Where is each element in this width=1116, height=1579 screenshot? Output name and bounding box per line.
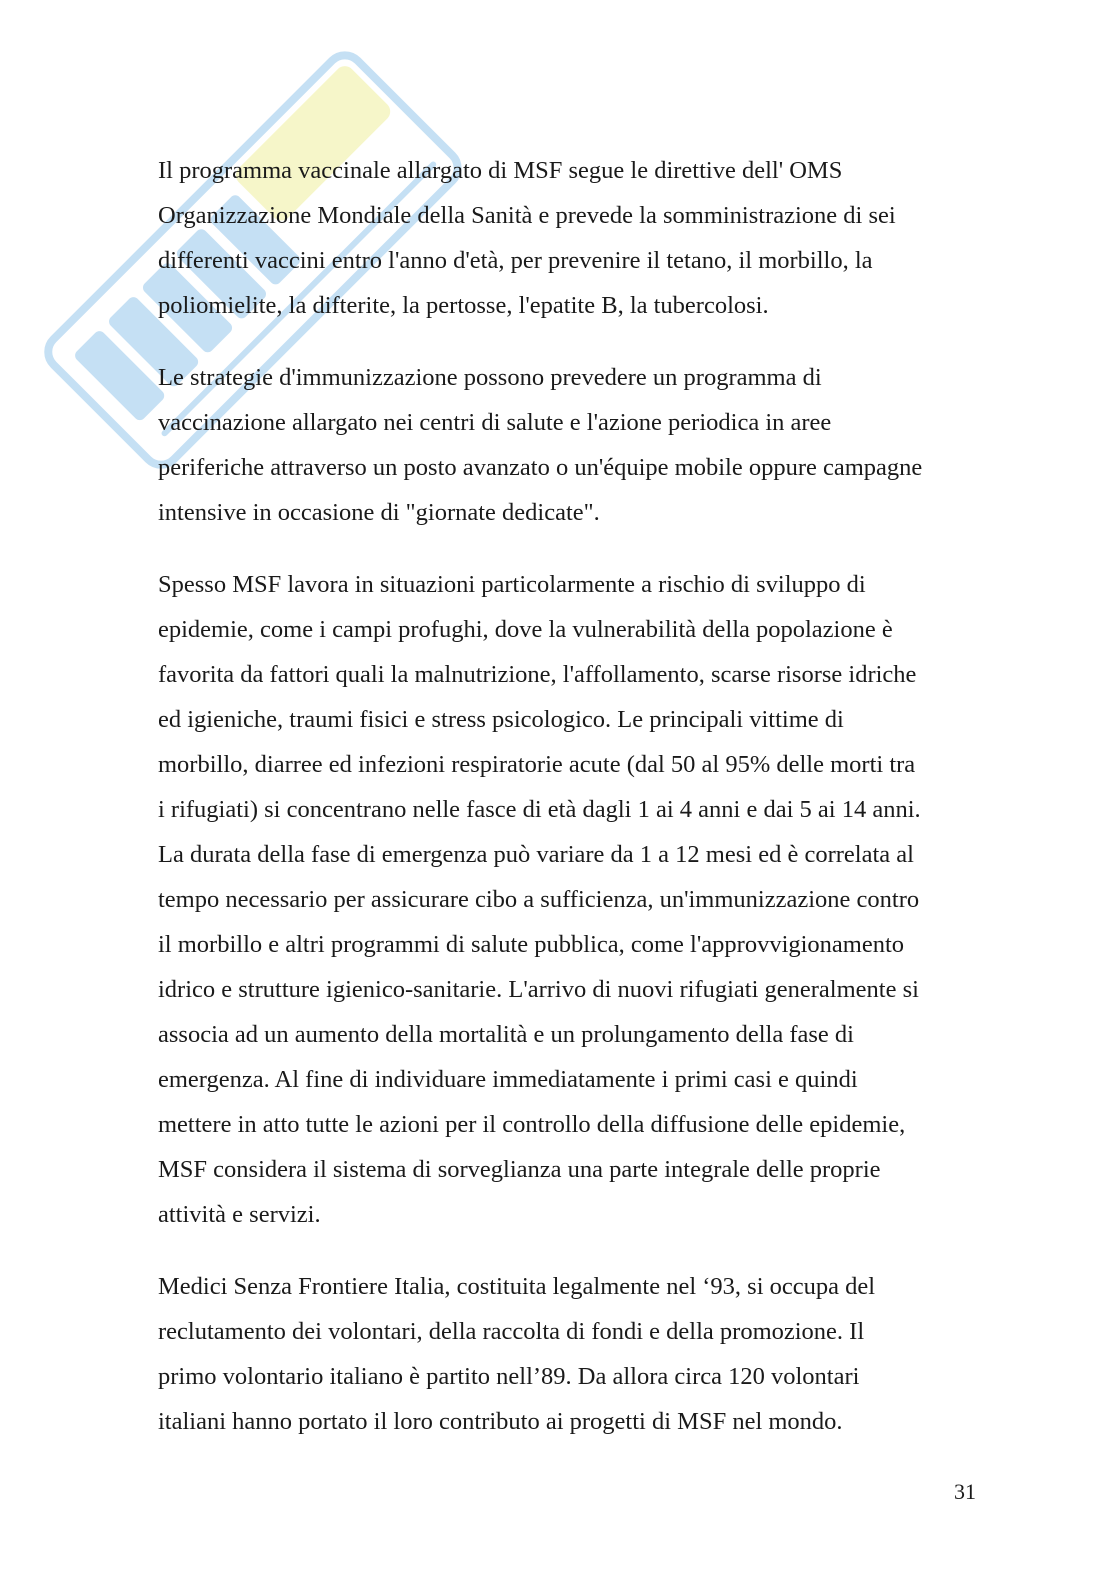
- text-line: Le strategie d'immunizzazione possono prevedere un programma di: [158, 364, 822, 391]
- text-line: favorita da fattori quali la malnutrizione, l'affollamento, scarse risorse idriche: [158, 661, 917, 688]
- text-line: emergenza. Al fine di individuare immediatamente i primi casi e quindi: [158, 1066, 858, 1093]
- text-line: i rifugiati) si concentrano nelle fasce di età dagli 1 ai 4 anni e dai 5 ai 14 anni.: [158, 796, 921, 823]
- text-line: mettere in atto tutte le azioni per il controllo della diffusione delle epidemie,: [158, 1111, 906, 1138]
- text-line: idrico e strutture igienico-sanitarie. L'arrivo di nuovi rifugiati generalmente si: [158, 976, 919, 1003]
- paragraph-vaccination-program: [158, 148, 988, 328]
- text-line: La durata della fase di emergenza può variare da 1 a 12 mesi ed è correlata al: [158, 841, 914, 868]
- text-line: Spesso MSF lavora in situazioni particolarmente a rischio di sviluppo di: [158, 571, 866, 598]
- text-line: intensive in occasione di "giornate dedicate".: [158, 499, 600, 526]
- text-line: reclutamento dei volontari, della raccolta di fondi e della promozione. Il: [158, 1318, 865, 1345]
- text-line: vaccinazione allargato nei centri di salute e l'azione periodica in aree: [158, 409, 832, 436]
- text-line: periferiche attraverso un posto avanzato o un'équipe mobile oppure campagne: [158, 454, 923, 481]
- text-line: Medici Senza Frontiere Italia, costituita legalmente nel ‘93, si occupa del: [158, 1273, 876, 1300]
- text-line: tempo necessario per assicurare cibo a sufficienza, un'immunizzazione contro: [158, 886, 920, 913]
- paragraph-msf-italia: [158, 1264, 988, 1444]
- text-line: Organizzazione Mondiale della Sanità e prevede la somministrazione di sei: [158, 202, 896, 229]
- text-line: differenti vaccini entro l'anno d'età, per prevenire il tetano, il morbillo, la: [158, 247, 873, 274]
- text-line: primo volontario italiano è partito nell’89. Da allora circa 120 volontari: [158, 1363, 860, 1390]
- paragraph-epidemic-risk: [158, 562, 988, 1237]
- document-body: [158, 148, 988, 1471]
- text-line: attività e servizi.: [158, 1201, 321, 1228]
- text-line: poliomielite, la difterite, la pertosse, l'epatite B, la tubercolosi.: [158, 292, 769, 319]
- page-number: 31: [954, 1479, 976, 1504]
- text-line: ed igieniche, traumi fisici e stress psicologico. Le principali vittime di: [158, 706, 844, 733]
- text-line: italiani hanno portato il loro contributo ai progetti di MSF nel mondo.: [158, 1408, 843, 1435]
- text-line: MSF considera il sistema di sorveglianza una parte integrale delle proprie: [158, 1156, 881, 1183]
- text-line: epidemie, come i campi profughi, dove la vulnerabilità della popolazione è: [158, 616, 893, 643]
- text-line: Il programma vaccinale allargato di MSF segue le direttive dell' OMS: [158, 157, 843, 184]
- text-line: associa ad un aumento della mortalità e un prolungamento della fase di: [158, 1021, 854, 1048]
- text-line: morbillo, diarree ed infezioni respiratorie acute (dal 50 al 95% delle morti tra: [158, 751, 916, 778]
- text-line: il morbillo e altri programmi di salute pubblica, come l'approvvigionamento: [158, 931, 905, 958]
- paragraph-immunization-strategies: [158, 355, 988, 535]
